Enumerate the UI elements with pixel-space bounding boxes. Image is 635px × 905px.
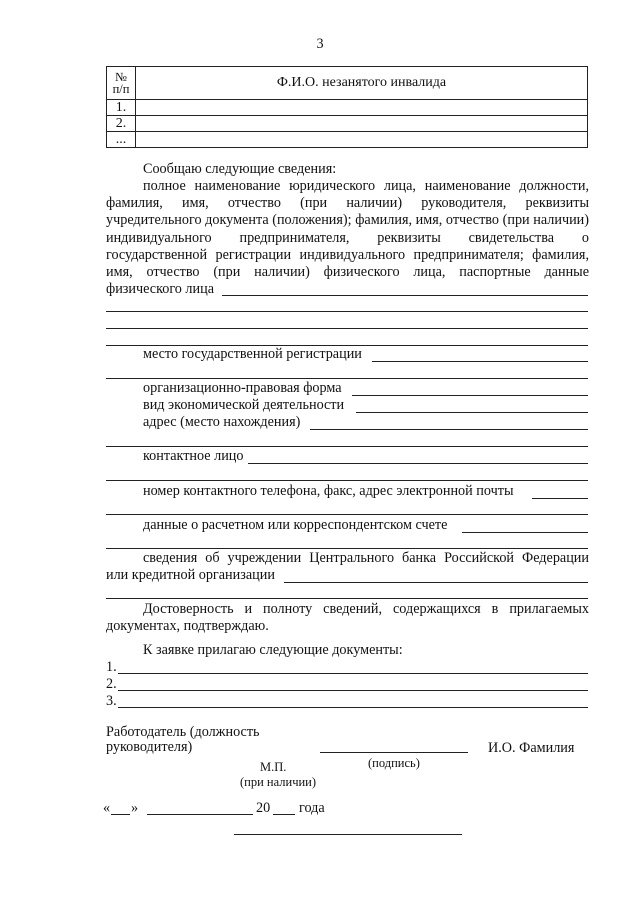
address-field-line[interactable] [106, 446, 588, 447]
name-placeholder: И.О. Фамилия [488, 740, 575, 756]
confirmation-text: Достоверность и полноту сведений, содержащихся в прилагаемых документах, подтверждаю. [106, 601, 589, 635]
activity-type-field[interactable] [356, 412, 588, 413]
contact-person-label: контактное лицо [143, 448, 244, 464]
bank-info-line1 [106, 550, 589, 567]
account-data-field[interactable] [462, 532, 588, 533]
table-row [107, 132, 588, 148]
registration-place-label: место государственной регистрации [143, 346, 362, 362]
bank-info-label-line1: сведения об учреждении Центрального банка Российской Федерации [143, 550, 589, 566]
attachment-field[interactable] [118, 690, 588, 691]
registration-place-field-line[interactable] [106, 378, 588, 379]
table-row-number: 2. [107, 116, 136, 132]
registration-place-field[interactable] [372, 361, 588, 362]
employer-label-line2: руководителя) [106, 739, 193, 755]
entity-details-field-line[interactable] [106, 328, 588, 329]
table-row [107, 100, 588, 116]
date-year-suffix: года [299, 800, 325, 816]
bank-info-field-line[interactable] [106, 598, 588, 599]
contact-phone-field[interactable] [532, 498, 588, 499]
disabled-persons-table [106, 66, 588, 148]
attachments-intro: К заявке прилагаю следующие документы: [143, 642, 403, 658]
address-label: адрес (место нахождения) [143, 414, 301, 430]
table-row-number: ... [107, 132, 136, 148]
table-header-number-bottom: п/п [112, 82, 130, 96]
entity-description-text: полное наименование юридического лица, наименование должности, фамилия, имя, отчество (при наличии) руководителя, реквизиты учредительного документа (положения); фамилия, имя, отчество (при наличии) индивидуального предпринимателя, реквизиты свидетельства о государственной регистрации индивидуального предпринимателя; фамилия, имя, отчество (при наличии) физического лица, паспортные данные физического лица [106, 178, 589, 298]
table-row-number: 1. [107, 100, 136, 116]
legal-form-field[interactable] [352, 395, 588, 396]
contact-phone-field-line[interactable] [106, 514, 588, 515]
confirmation-paragraph [106, 601, 589, 635]
contact-person-field[interactable] [248, 463, 588, 464]
legal-form-label: организационно-правовая форма [143, 380, 342, 396]
entity-description-paragraph [106, 178, 589, 298]
bottom-signature-line[interactable] [234, 834, 462, 835]
contact-phone-label: номер контактного телефона, факс, адрес электронной почты [143, 483, 514, 499]
attachment-number: 3. [106, 693, 117, 709]
employer-label-line1: Работодатель (должность [106, 724, 260, 740]
table-header-number-top: № [115, 70, 127, 84]
signature-caption: (подпись) [368, 756, 420, 770]
activity-type-label: вид экономической деятельности [143, 397, 345, 413]
address-field[interactable] [310, 429, 588, 430]
signature-field[interactable] [320, 752, 468, 753]
attachment-field[interactable] [118, 707, 588, 708]
intro-text: Сообщаю следующие сведения: [143, 161, 337, 177]
page-number: 3 [316, 36, 324, 52]
table-header-name: Ф.И.О. незанятого инвалида [136, 67, 588, 100]
bank-info-field[interactable] [284, 582, 588, 583]
stamp-label: М.П. [260, 760, 287, 774]
table-row-name-cell[interactable] [136, 132, 588, 148]
date-year-prefix: 20 [256, 800, 271, 816]
entity-details-field-line[interactable] [222, 295, 588, 296]
entity-details-field-line[interactable] [106, 311, 588, 312]
attachment-number: 1. [106, 659, 117, 675]
table-row [107, 116, 588, 132]
account-data-label: данные о расчетном или корреспондентском счете [143, 517, 448, 533]
stamp-note: (при наличии) [240, 775, 317, 789]
bank-info-label-line2: или кредитной организации [106, 567, 275, 583]
table-row-name-cell[interactable] [136, 100, 588, 116]
attachment-field[interactable] [118, 673, 588, 674]
table-header-row [107, 67, 588, 100]
attachment-number: 2. [106, 676, 117, 692]
date-open-quote: « [103, 800, 111, 816]
date-year-field[interactable] [273, 814, 295, 815]
table-header-number [107, 67, 136, 100]
date-close-quote: » [131, 800, 139, 816]
date-month-field[interactable] [147, 814, 253, 815]
contact-person-field-line[interactable] [106, 480, 588, 481]
account-data-field-line[interactable] [106, 548, 588, 549]
date-day-field[interactable] [111, 814, 130, 815]
table-row-name-cell[interactable] [136, 116, 588, 132]
